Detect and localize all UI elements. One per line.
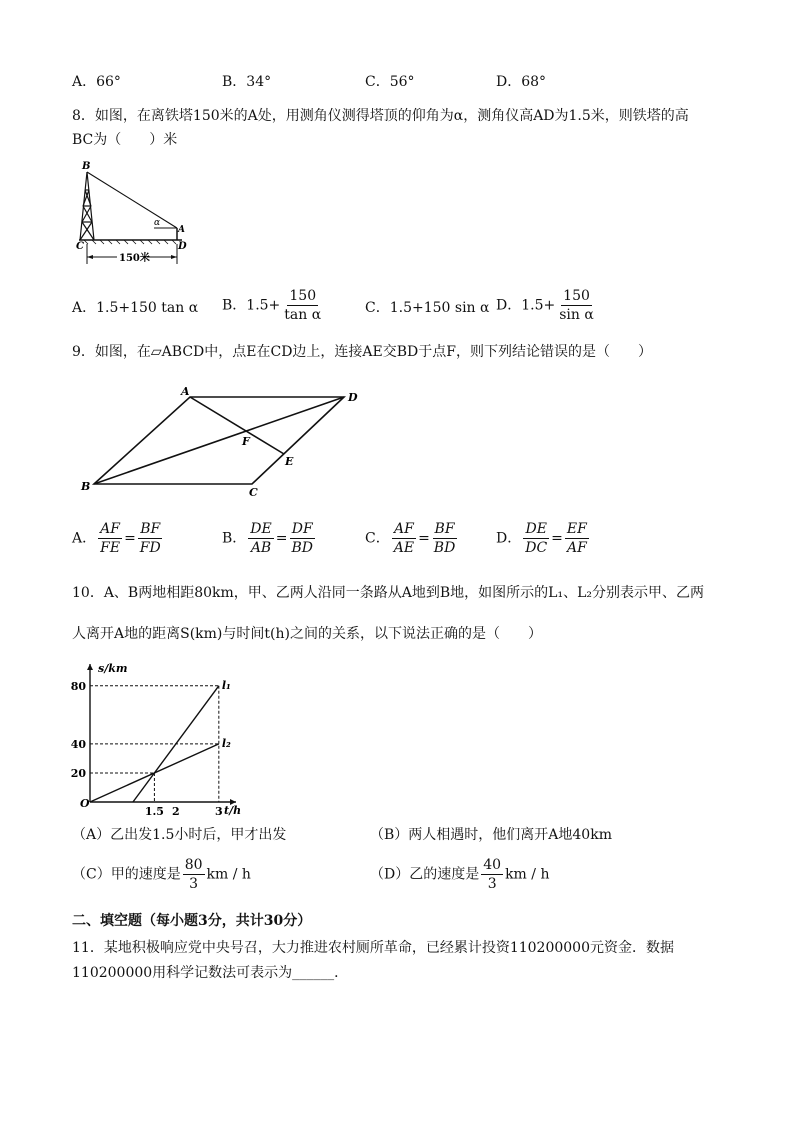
q9-option-a: A． $\frac{AF}{FE}$ = $\frac{BF}{FD}$ <box>72 521 161 556</box>
q8-label-c: C <box>76 241 84 252</box>
q9-label-e: E <box>285 455 294 468</box>
q8-option-d: D．1.5+ $\frac{150}{\text{sin α}}$ <box>496 288 594 323</box>
chart-y-tick-label: 40 <box>70 737 86 751</box>
chart-origin-label: O <box>80 797 90 810</box>
q9-option-d: D． $\frac{DE}{DC}$ = $\frac{EF}{AF}$ <box>496 521 587 556</box>
q8-option-b: B．1.5+ $\frac{150}{\text{tan α}}$ <box>222 288 322 323</box>
q10-text-line1: 10．A、B两地相距80km，甲、乙两人沿同一条路从A地到B地，如图所示的L₁、L₂分别表示甲、乙两 <box>72 585 705 601</box>
q8-distance-label: 150米 <box>119 253 150 264</box>
q9-label-c: C <box>249 486 258 499</box>
q10-chart <box>68 656 258 818</box>
q10-option-d: （D）乙的速度是 $\frac{40}{3}$ km / h <box>370 857 550 892</box>
chart-series-label-1: l₁ <box>221 678 231 692</box>
q9-label-d: D <box>348 391 358 404</box>
q9-label-b: B <box>81 480 91 493</box>
q7-option-a: A．66° <box>72 74 121 90</box>
chart-ylabel: s/km <box>98 662 128 675</box>
q9-label-f: F <box>242 435 250 448</box>
q10-option-b: （B）两人相遇时，他们离开A地40km <box>370 827 612 843</box>
q7-option-d: D．68° <box>496 74 547 90</box>
q8-label-d: D <box>178 241 187 252</box>
q10-option-a: （A）乙出发1.5小时后，甲才出发 <box>72 827 287 843</box>
chart-y-tick-label: 80 <box>70 679 86 693</box>
q10-text-line2: 人离开A地的距离S(km)与时间t(h)之间的关系，以下说法正确的是（ ） <box>72 626 542 642</box>
q8-text-line1: 8．如图，在离铁塔150米的A处，用测角仪测得塔顶的仰角为α，测角仪高AD为1.5米，则铁塔的高 <box>72 108 689 124</box>
q8-tower-figure <box>74 158 194 270</box>
q9-option-b: B． $\frac{DE}{AB}$ = $\frac{DF}{BD}$ <box>222 521 313 556</box>
q7-option-c: C．56° <box>365 74 415 90</box>
q7-option-b: B．34° <box>222 74 272 90</box>
section2-title: 二、填空题（每小题3分，共计30分） <box>72 913 312 929</box>
q9-parallelogram-figure <box>76 384 376 500</box>
chart-xlabel: t/h <box>224 804 242 817</box>
q8-option-a: A．1.5+150 tan α <box>72 300 199 316</box>
q10-option-c: （C）甲的速度是 $\frac{80}{3}$ km / h <box>72 857 251 892</box>
q11-text-line2: 110200000用科学记数法可表示为______． <box>72 965 349 981</box>
q8-label-a: A <box>178 225 185 235</box>
q8-option-c: C．1.5+150 sin α <box>365 300 490 316</box>
chart-x-tick-label: 3 <box>214 805 223 818</box>
chart-series-label-2: l₂ <box>221 736 231 750</box>
chart-y-tick-label: 20 <box>70 766 86 780</box>
q11-text-line1: 11．某地积极响应党中央号召，大力推进农村厕所革命，已经累计投资110200000元资金．数据 <box>72 940 674 956</box>
q9-option-c: C． $\frac{AF}{AE}$ = $\frac{BF}{BD}$ <box>365 521 456 556</box>
chart-x-tick-label: 2 <box>172 805 180 818</box>
q9-text: 9．如图，在▱ABCD中，点E在CD边上，连接AE交BD于点F，则下列结论错误的是（ ） <box>72 344 652 360</box>
q8-label-b: B <box>82 161 91 172</box>
q8-alpha-label: α <box>154 218 161 228</box>
chart-x-tick-label: 1.5 <box>144 805 164 818</box>
q9-label-a: A <box>181 385 190 398</box>
q8-text-line2: BC为（ ）米 <box>72 132 178 148</box>
